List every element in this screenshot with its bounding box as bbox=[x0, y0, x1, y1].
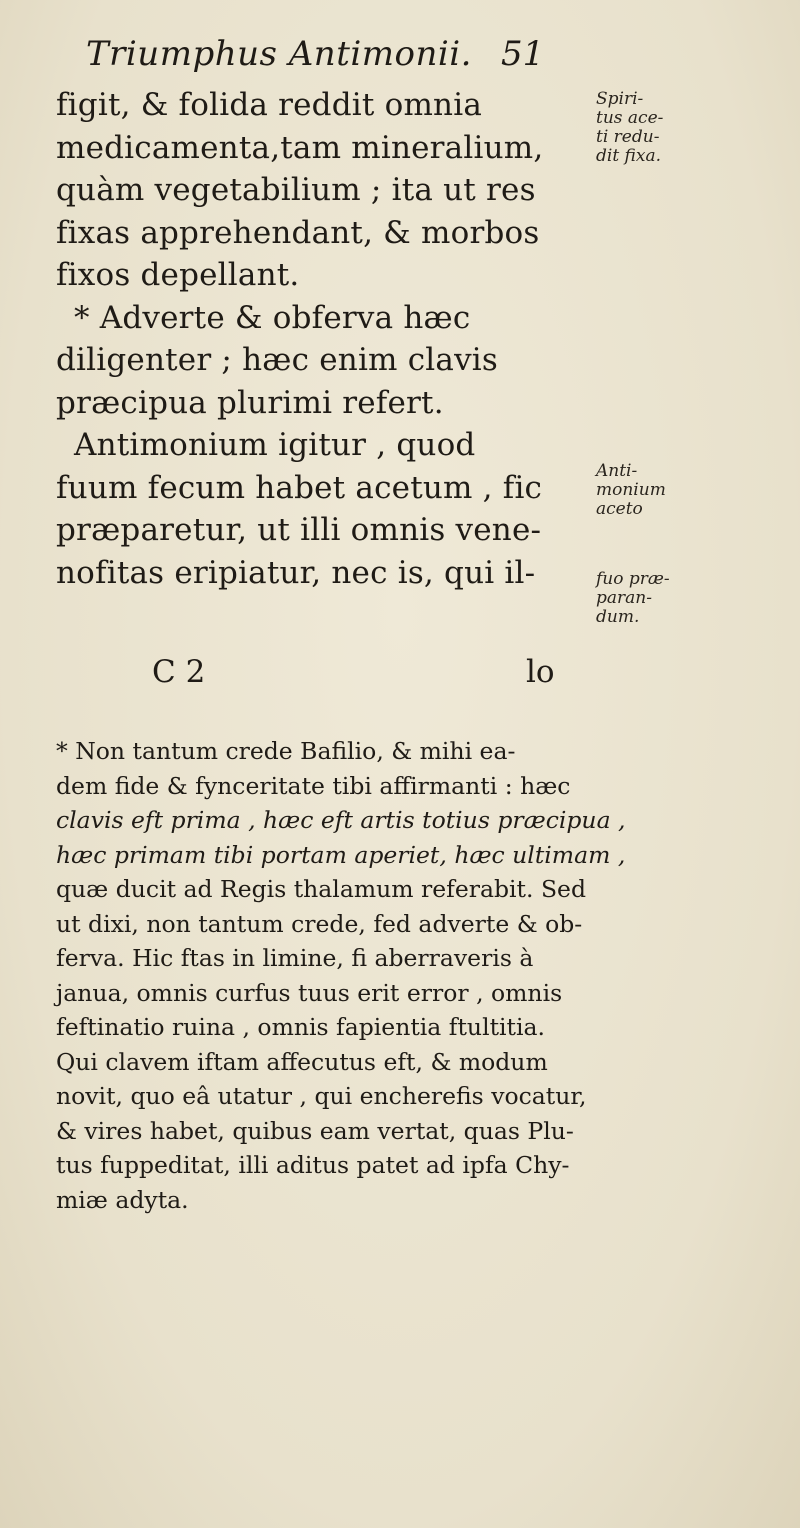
footnote-line: & vires habet, quibus eam vertat, quas Plu- bbox=[56, 1116, 574, 1145]
main-line: fuum fecum habet acetum , fic bbox=[56, 469, 543, 506]
marginal-note-spiritus bbox=[596, 90, 796, 166]
marginal-line: fuo præ- bbox=[596, 569, 670, 589]
marginal-line: ti redu- bbox=[596, 127, 660, 147]
marginal-line: Spiri- bbox=[596, 89, 644, 109]
footnote-line: clavis eft prima , hæc eft artis totius præcipua , bbox=[56, 806, 626, 834]
signature-line bbox=[56, 654, 696, 694]
running-head bbox=[86, 34, 626, 84]
signature-mark: C 2 bbox=[152, 654, 206, 690]
main-line: * Adverte & obferva hæc bbox=[74, 299, 471, 336]
footnote-line: hæc primam tibi portam aperiet, hæc ultimam , bbox=[56, 840, 626, 869]
footnote-line: tus fuppeditat, illi aditus patet ad ipfa Chy- bbox=[56, 1151, 570, 1179]
marginal-line: paran- bbox=[596, 588, 652, 608]
marginal-note-praeparandum bbox=[596, 570, 796, 627]
running-title: Triumphus Antimonii. bbox=[86, 34, 472, 74]
main-line: Antimonium igitur , quod bbox=[74, 427, 476, 463]
marginal-line: monium bbox=[596, 480, 666, 500]
footnote-line: dem fide & fynceritate tibi affirmanti : hæc bbox=[56, 771, 571, 800]
main-text bbox=[56, 84, 566, 594]
marginal-line: dit fixa. bbox=[596, 146, 662, 166]
marginal-note-antimonium bbox=[596, 462, 796, 519]
main-line: quàm vegetabilium ; ita ut res bbox=[56, 172, 536, 208]
footnote-line: quæ ducit ad Regis thalamum referabit. Sed bbox=[56, 875, 586, 903]
main-line: nofitas eripiatur, nec is, qui il- bbox=[56, 554, 536, 591]
footnote-line: miæ adyta. bbox=[56, 1185, 189, 1214]
marginal-line: dum. bbox=[596, 607, 640, 627]
main-line: præparetur, ut illi omnis vene- bbox=[56, 512, 542, 548]
marginal-line: tus ace- bbox=[596, 108, 664, 128]
catchword: lo bbox=[526, 654, 555, 690]
marginal-line: aceto bbox=[596, 499, 643, 519]
main-line: diligenter ; hæc enim clavis bbox=[56, 342, 499, 378]
footnote bbox=[56, 734, 756, 1217]
footnote-line: ut dixi, non tantum crede, fed adverte & ob- bbox=[56, 909, 583, 938]
main-line: medicamenta,tam mineralium, bbox=[56, 129, 544, 166]
footnote-line: Qui clavem iftam affecutus eft, & modum bbox=[56, 1047, 548, 1076]
main-line: figit, & folida reddit omnia bbox=[56, 87, 483, 123]
main-line: fixos depellant. bbox=[56, 257, 300, 293]
main-line: fixas apprehendant, & morbos bbox=[56, 214, 540, 251]
page-number: 51 bbox=[501, 34, 545, 74]
footnote-line: * Non tantum crede Bafilio, & mihi ea- bbox=[56, 737, 516, 765]
footnote-line: feftinatio ruina , omnis fapientia ftultitia. bbox=[56, 1013, 545, 1041]
footnote-line: janua, omnis curfus tuus erit error , omnis bbox=[56, 978, 563, 1007]
footnote-line: novit, quo eâ utatur , qui encherefis vocatur, bbox=[56, 1082, 587, 1110]
marginal-line: Anti- bbox=[596, 461, 638, 481]
main-line: præcipua plurimi refert. bbox=[56, 384, 444, 421]
footnote-line: ferva. Hic ftas in limine, fi aberraveris à bbox=[56, 944, 534, 972]
